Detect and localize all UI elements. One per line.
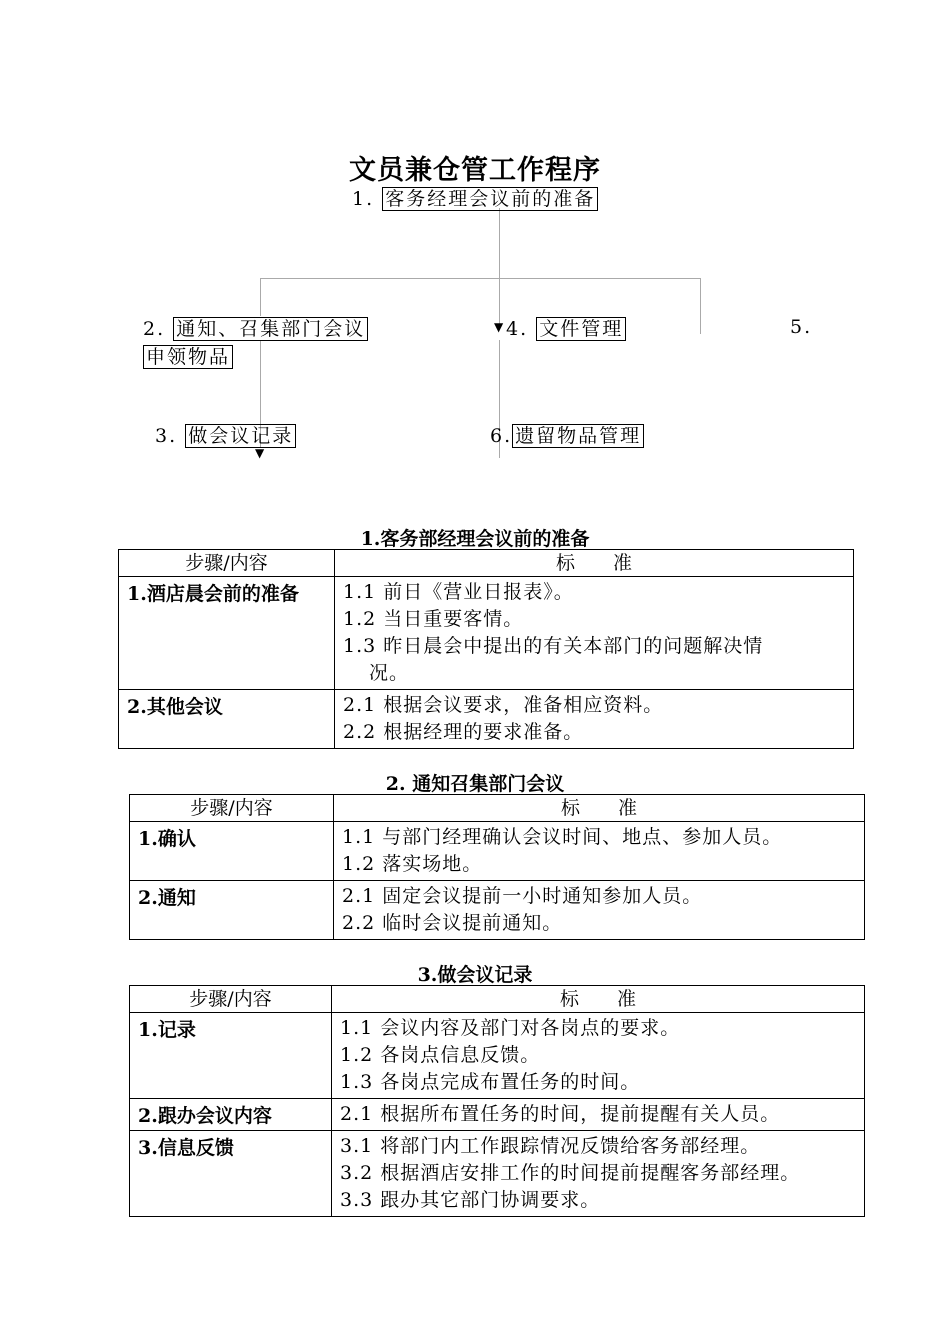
standard-cell: [335, 690, 854, 749]
column-header-standard: 标 准: [334, 795, 865, 822]
connector-line: [260, 278, 701, 279]
standard-cell: [332, 1013, 865, 1099]
standard-line: 3.1 将部门内工作跟踪情况反馈给客务部经理。: [340, 1135, 761, 1157]
standards-table: [129, 794, 865, 940]
table-row: [119, 577, 854, 690]
column-header-step: 步骤/内容: [119, 550, 335, 577]
standard-line: 1.3 各岗点完成布置任务的时间。: [340, 1071, 641, 1093]
standard-line: 2.1 根据会议要求，准备相应资料。: [343, 694, 664, 716]
table-header-row: [119, 550, 854, 577]
flow-node-1: [352, 184, 598, 211]
step-cell: 2.跟办会议内容: [130, 1099, 332, 1131]
table-row: [130, 1013, 865, 1099]
flow-node-label: 通知、召集部门会议: [173, 317, 368, 341]
standards-table: [129, 985, 865, 1217]
flow-node-5-label: [143, 342, 233, 369]
standard-line: 1.1 前日《营业日报表》。: [343, 581, 574, 603]
standard-line: 2.1 固定会议提前一小时通知参加人员。: [342, 885, 703, 907]
section-title: 2. 通知召集部门会议: [385, 773, 565, 795]
step-cell: 1.确认: [130, 822, 334, 881]
flow-node-label: 做会议记录: [185, 424, 296, 448]
flow-node-number: 2.: [143, 318, 166, 340]
standard-cell: [335, 577, 854, 690]
arrow-down-icon: ▼: [255, 446, 265, 460]
standard-line: 1.2 各岗点信息反馈。: [340, 1044, 541, 1066]
section-title: 3.做会议记录: [417, 964, 533, 986]
step-cell: 2.通知: [130, 881, 334, 940]
flow-node-3: [155, 421, 296, 448]
standard-line: 1.3 昨日晨会中提出的有关本部门的问题解决情: [343, 635, 764, 657]
step-cell: 1.记录: [130, 1013, 332, 1099]
flow-node-label: 客务经理会议前的准备: [382, 187, 598, 211]
standard-line: 3.2 根据酒店安排工作的时间提前提醒客务部经理。: [340, 1162, 801, 1184]
connector-line: [700, 278, 701, 334]
table-row: [130, 1099, 865, 1131]
standard-line: 3.3 跟办其它部门协调要求。: [340, 1189, 601, 1211]
standard-cell: [334, 881, 865, 940]
flow-node-label: 申领物品: [143, 345, 233, 369]
flow-node-number: 1.: [352, 188, 375, 210]
connector-line: [499, 208, 500, 326]
connector-line: [260, 278, 261, 316]
column-header-step: 步骤/内容: [130, 986, 332, 1013]
column-header-standard: 标 准: [332, 986, 865, 1013]
table-row: [130, 1131, 865, 1217]
column-header-step: 步骤/内容: [130, 795, 334, 822]
step-cell: 2.其他会议: [119, 690, 335, 749]
flow-node-number: 6.: [490, 425, 513, 447]
standard-line: 1.1 与部门经理确认会议时间、地点、参加人员。: [342, 826, 783, 848]
step-cell: 1.酒店晨会前的准备: [119, 577, 335, 690]
standard-line: 1.1 会议内容及部门对各岗点的要求。: [340, 1017, 681, 1039]
flow-node-number: 4.: [506, 318, 529, 340]
flow-node-label: 遗留物品管理: [512, 424, 644, 448]
standards-table: [118, 549, 854, 749]
flow-node-5-number: 5.: [790, 316, 813, 338]
column-header-standard: 标 准: [335, 550, 854, 577]
step-cell: 3.信息反馈: [130, 1131, 332, 1217]
arrow-down-icon: ▼: [494, 320, 504, 334]
standard-line: 2.2 根据经理的要求准备。: [343, 721, 584, 743]
standard-line: 1.2 当日重要客情。: [343, 608, 524, 630]
flow-node-6: [490, 421, 644, 448]
table-row: [119, 690, 854, 749]
table-row: [130, 881, 865, 940]
standard-line: 况。: [369, 662, 410, 684]
flow-node-2: [143, 314, 368, 341]
table-header-row: [130, 795, 865, 822]
standard-line: 1.2 落实场地。: [342, 853, 483, 875]
table-header-row: [130, 986, 865, 1013]
document-title: 文员兼仓管工作程序: [349, 155, 601, 186]
standard-cell: [332, 1131, 865, 1217]
standard-line: 2.1 根据所布置任务的时间，提前提醒有关人员。: [340, 1103, 781, 1125]
section-title: 1.客务部经理会议前的准备: [360, 528, 590, 550]
table-row: [130, 822, 865, 881]
flow-node-number: 3.: [155, 425, 178, 447]
standard-line: 2.2 临时会议提前通知。: [342, 912, 563, 934]
flow-node-label: 文件管理: [536, 317, 626, 341]
standard-cell: [332, 1099, 865, 1131]
flow-node-4: [506, 314, 626, 341]
standard-cell: [334, 822, 865, 881]
